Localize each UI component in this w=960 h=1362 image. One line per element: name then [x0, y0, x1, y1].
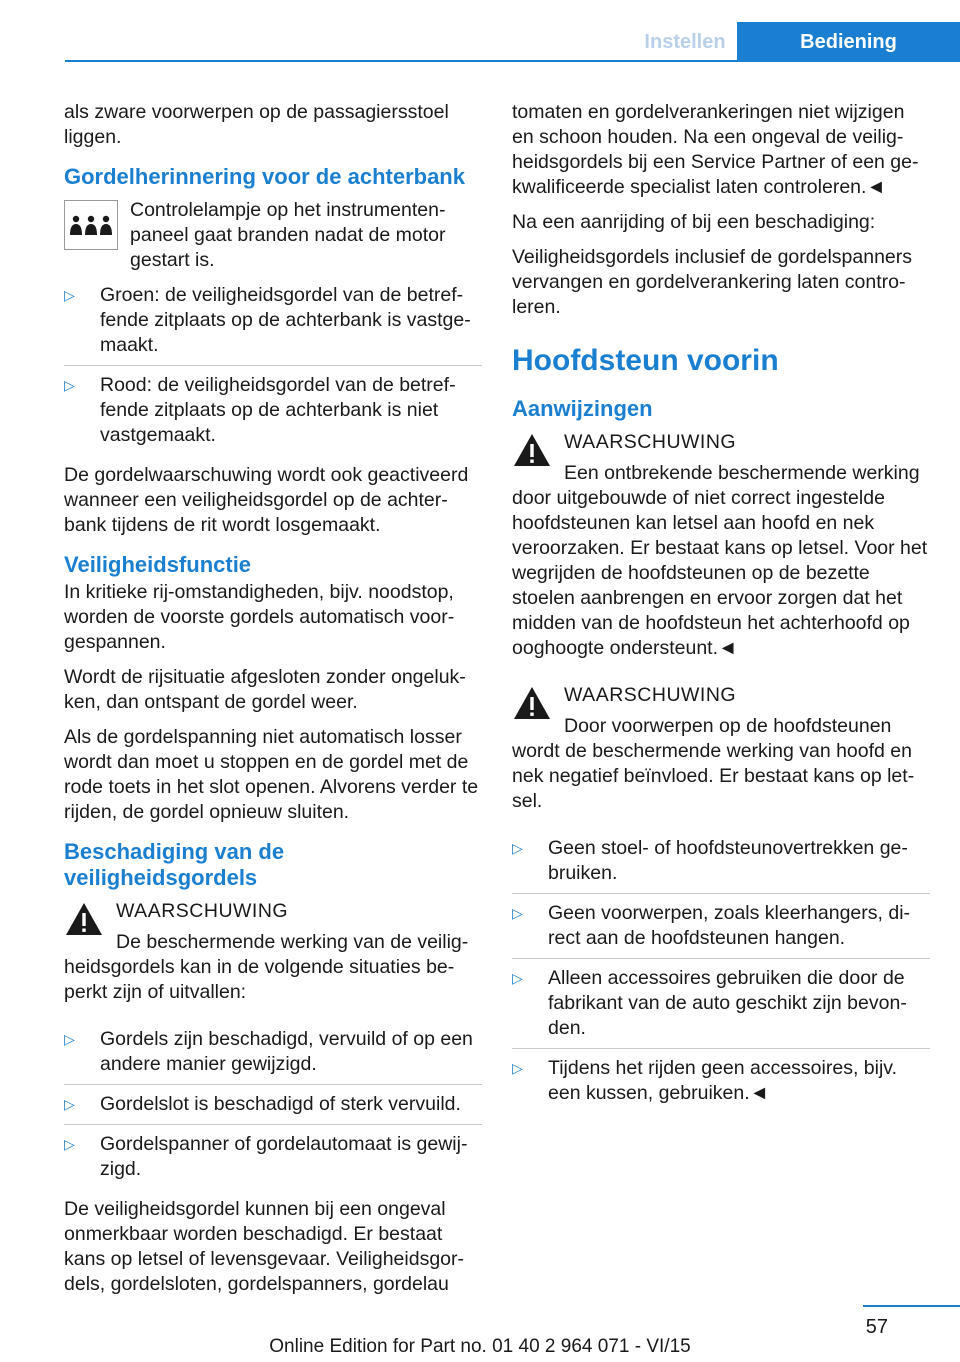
list-item: ▷ Geen stoel- of hoofdsteunovertrekken gebruiken. — [512, 836, 930, 894]
reminder-note: De gordelwaarschuwing wordt ook geactiveerd wanneer een veiligheidsgordel op de achterbank tijdens de rit wordt losgemaakt. — [64, 464, 469, 536]
safety-paragraph-3: Als de gordelspanning niet automatisch losser wordt dan moet u stoppen en de gordel met de rode toets in het slot openen. Alvorens verder te rijden, de gordel opnieuw sluiten. — [64, 726, 479, 823]
safety-paragraph-1: In kritieke rij-omstandigheden, bijv. noodstop, worden de voorste gordels automatisch voorgespannen. — [64, 581, 455, 653]
rear-seatbelt-indicator-icon — [64, 200, 118, 250]
footer-rule — [863, 1305, 960, 1307]
header-rule — [65, 60, 960, 62]
list-item: ▷ Gordels zijn beschadigd, vervuild of op een andere manier gewijzigd. — [64, 1027, 482, 1085]
warning-text: De beschermende werking van de veiligheidsgordels kan in de volgende situaties beperkt zijn of uitvallen: — [64, 931, 469, 1003]
warning-triangle-icon — [64, 901, 104, 942]
heading-rear-seatbelt-reminder: Gordelherinnering voor de achterbank — [64, 164, 465, 189]
right-column — [512, 100, 930, 1121]
tab-bediening[interactable]: Bediening — [737, 22, 960, 62]
safety-paragraph-2: Wordt de rijsituatie afgesloten zonder ongelukken, dan ontspant de gordel weer. — [64, 666, 466, 713]
list-item: ▷ Geen voorwerpen, zoals kleerhangers, direct aan de hoofdsteunen hangen. — [512, 901, 930, 959]
heading-seatbelt-damage: Beschadiging van de veiligheidsgordels — [64, 839, 285, 890]
after-accident-text: Na een aanrijding of bij een beschadiging: — [512, 211, 876, 233]
list-item: ▷ Rood: de veiligheidsgordel van de betreffende zitplaats op de achterbank is niet vastgemaakt. — [64, 374, 456, 446]
warning-text: Door voorwerpen op de hoofdsteunen wordt de beschermende werking van hoofd en nek negatief beïnvloed. Er bestaat kans op letsel. — [512, 715, 915, 812]
list-item: ▷ Alleen accessoires gebruiken die door de fabrikant van de auto geschikt zijn bevonden. — [512, 966, 930, 1049]
left-column — [64, 100, 482, 1307]
heading-front-headrest: Hoofdsteun voorin — [512, 344, 779, 377]
heading-safety-function: Veiligheidsfunctie — [64, 552, 252, 577]
list-item: ▷ Gordelslot is beschadigd of sterk vervuild. — [64, 1092, 482, 1125]
triangle-right-icon: ▷ — [64, 1096, 75, 1112]
warning-text: Een ontbrekende beschermende werking door uitgebouwde of niet correct ingestelde hoofdsteunen kan letsel aan hoofd en nek veroorzaken. Er bestaat kans op letsel. Voor het wegrijden de hoofdsteunen op de bezette stoelen aanbrengen en ervoor zorgen dat het midden van de hoofdsteun het achterhoofd op ooghoogte ondersteunt.◄ — [512, 462, 928, 659]
replace-text: Veiligheidsgordels inclusief de gordelspanners vervangen en gordelverankering laten controleren. — [512, 246, 913, 318]
warning-block — [512, 683, 930, 824]
warning-block — [512, 430, 930, 671]
heading-notes: Aanwijzingen — [512, 396, 653, 421]
warning-block — [64, 899, 482, 1015]
triangle-right-icon: ▷ — [512, 970, 523, 986]
reminder-block — [64, 198, 482, 283]
page-header — [65, 22, 960, 62]
page-number: 57 — [865, 1316, 888, 1338]
warning-triangle-icon — [512, 685, 552, 726]
headrest-list — [512, 836, 930, 1113]
triangle-right-icon: ▷ — [512, 905, 523, 921]
damage-note: De veiligheidsgordel kunnen bij een ongeval onmerkbaar worden beschadigd. Er bestaat kans op letsel of levensgevaar. Veiligheidsgordels, gordelsloten, gordelspanners, gordelau — [64, 1198, 465, 1295]
intro-text: als zware voorwerpen op de passagiersstoel liggen. — [64, 101, 449, 148]
triangle-right-icon: ▷ — [512, 1060, 523, 1076]
warning-label: WAARSCHUWING — [564, 684, 737, 706]
tab-instellen[interactable]: Instellen — [644, 31, 726, 53]
triangle-right-icon: ▷ — [64, 287, 75, 303]
reminder-list — [64, 283, 482, 455]
reminder-text: Controlelampje op het instrumentenpaneel gaat branden nadat de motor gestart is. — [130, 199, 446, 271]
triangle-right-icon: ▷ — [64, 377, 75, 393]
list-item: ▷ Groen: de veiligheidsgordel van de betreffende zitplaats op de achterbank is vastgemaakt. — [64, 283, 482, 366]
footer-edition: Online Edition for Part no. 01 40 2 964 071 - VI/15 — [269, 1336, 691, 1357]
continuation-text: tomaten en gordelverankeringen niet wijzigen en schoon houden. Na een ongeval de veiligheidsgordels bij een Service Partner of een gekwalificeerde specialist laten controleren.◄ — [512, 101, 919, 198]
triangle-right-icon: ▷ — [64, 1136, 75, 1152]
warning-label: WAARSCHUWING — [116, 900, 289, 922]
triangle-right-icon: ▷ — [64, 1031, 75, 1047]
triangle-right-icon: ▷ — [512, 840, 523, 856]
warning-label: WAARSCHUWING — [564, 431, 737, 453]
damage-list — [64, 1027, 482, 1189]
warning-triangle-icon — [512, 432, 552, 473]
list-item: ▷ Gordelspanner of gordelautomaat is gewijzigd. — [64, 1133, 468, 1180]
list-item: ▷ Tijdens het rijden geen accessoires, bijv. een kussen, gebruiken.◄ — [512, 1057, 898, 1104]
